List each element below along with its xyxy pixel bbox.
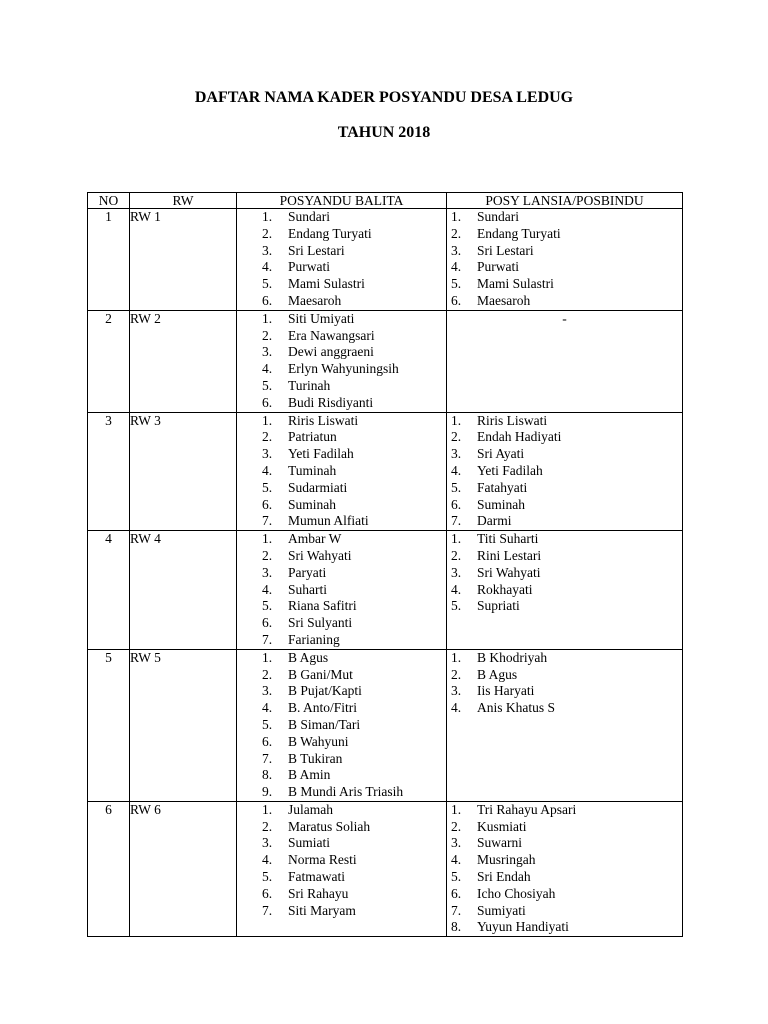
list-item [451,548,682,565]
list-item-number: 5. [262,598,273,614]
list-item-number: 7. [451,902,462,918]
list-item-name: Siti Umiyati [288,310,355,326]
list-item [451,209,682,226]
list-item-name: Tuminah [288,462,337,478]
list-item-name: Rokhayati [477,581,533,597]
list-item [262,717,446,734]
list-item-number: 2. [451,818,462,834]
list-item [262,565,446,582]
list-item [451,919,682,936]
list-item-name: Sudarmiati [288,479,348,495]
header-rw: RW [130,193,237,209]
list-item-number: 6. [262,885,273,901]
rw-label: RW 3 [130,412,237,531]
list-item-number: 2. [262,818,273,834]
list-item [262,734,446,751]
list-item-number: 6. [451,292,462,308]
posyandu-balita-cell [237,310,447,412]
list-item [451,243,682,260]
list-item-number: 4. [451,259,462,275]
list-item [262,598,446,615]
list-item [451,819,682,836]
list-item-number: 5. [262,479,273,495]
list-item-name: Anis Khatus S [477,700,556,716]
list-item-number: 3. [262,446,273,462]
list-item [262,209,446,226]
list-item-number: 4. [451,462,462,478]
list-item-name: B Tukiran [288,750,343,766]
list-item-number: 2. [451,547,462,563]
list-item [262,767,446,784]
list-item-number: 5. [451,276,462,292]
list-item [451,480,682,497]
list-item-name: B Khodriyah [477,649,548,665]
list-item-name: Riana Safitri [288,598,357,614]
list-item [451,582,682,599]
list-item [451,531,682,548]
posyandu-balita-cell-list [237,209,446,310]
posy-lansia-cell [447,412,683,531]
list-item-number: 2. [451,429,462,445]
list-item-name: Sri Endah [477,869,531,885]
list-item-name: Sundari [477,209,519,224]
list-item [451,683,682,700]
list-item-number: 1. [262,801,273,817]
list-item-name: Suminah [477,496,526,512]
posyandu-balita-cell [237,531,447,650]
posy-lansia-cell-list [447,650,682,717]
list-item [262,413,446,430]
list-item-number: 3. [451,683,462,699]
list-item-name: Darmi [477,513,512,529]
list-item-name: Sumiati [288,835,331,851]
list-item-number: 3. [451,446,462,462]
list-item-name: Paryati [288,564,327,580]
list-item [262,463,446,480]
list-item [451,446,682,463]
list-item [262,243,446,260]
list-item-name: Icho Chosiyah [477,885,556,901]
posyandu-balita-cell [237,649,447,801]
row-number: 6 [88,801,130,936]
list-item-number: 1. [262,310,273,326]
list-item-name: Sri Lestari [288,242,345,258]
list-item-name: B Pujat/Kapti [288,683,362,699]
table-row [88,209,683,311]
list-item-name: Erlyn Wahyuningsih [288,361,399,377]
list-item-name: Sri Lestari [477,242,534,258]
list-item-name: Mumun Alfiati [288,513,369,529]
row-number: 2 [88,310,130,412]
list-item-name: Suminah [288,496,337,512]
list-item-name: Musringah [477,852,536,868]
posyandu-balita-cell-list [237,311,446,412]
list-item-name: Fatahyati [477,479,528,495]
list-item [262,497,446,514]
list-item-name: Purwati [477,259,519,275]
list-item [262,378,446,395]
list-item-number: 5. [451,479,462,495]
list-item [451,903,682,920]
list-item-number: 7. [262,631,273,647]
list-item [262,429,446,446]
list-item [451,429,682,446]
posy-lansia-cell-list [447,209,682,310]
list-item-number: 5. [451,869,462,885]
list-item-number: 5. [262,716,273,732]
list-item-number: 6. [262,615,273,631]
list-item [262,311,446,328]
list-item [262,480,446,497]
list-item-name: Yeti Fadilah [288,446,354,462]
list-item-number: 1. [262,412,273,428]
list-item-number: 6. [262,733,273,749]
list-item [451,463,682,480]
list-item-number: 2. [262,327,273,343]
list-item-name: Endang Turyati [477,225,561,241]
list-item [451,513,682,530]
list-item-number: 3. [451,835,462,851]
header-row [88,193,683,209]
list-item-number: 4. [451,581,462,597]
list-item-number: 8. [262,767,273,783]
list-item-number: 4. [262,462,273,478]
kader-table [87,192,683,937]
list-item-name: Sumiyati [477,902,526,918]
list-item [262,395,446,412]
list-item-number: 1. [262,531,273,547]
list-item [451,226,682,243]
list-item-name: Titi Suharti [477,531,539,547]
list-item-number: 2. [262,225,273,241]
list-item-name: Turinah [288,377,331,393]
list-item-name: Sri Wahyati [288,547,352,563]
list-item-number: 4. [451,852,462,868]
list-item [451,802,682,819]
list-item-number: 7. [262,750,273,766]
posyandu-balita-cell [237,801,447,936]
row-number: 5 [88,649,130,801]
list-item-name: Ambar W [288,531,342,547]
list-item-number: 6. [451,496,462,512]
rw-label: RW 5 [130,649,237,801]
list-item [262,650,446,667]
list-item [451,700,682,717]
rw-label: RW 2 [130,310,237,412]
list-item [262,683,446,700]
list-item-number: 6. [451,885,462,901]
posy-lansia-cell [447,649,683,801]
list-item-name: Yuyun Handiyati [477,919,569,935]
list-item-number: 2. [262,547,273,563]
list-item [451,667,682,684]
list-item [262,531,446,548]
list-item-number: 3. [262,564,273,580]
list-item [262,513,446,530]
document-year: TAHUN 2018 [337,124,431,141]
posy-lansia-cell-list [447,413,682,531]
list-item-name: Endah Hadiyati [477,429,562,445]
list-item [262,259,446,276]
table-body [88,209,683,937]
list-item [262,835,446,852]
list-item [262,548,446,565]
list-item-number: 5. [262,276,273,292]
posyandu-balita-cell-list [237,802,446,920]
list-item [262,700,446,717]
list-item-number: 1. [262,209,273,224]
document-title: DAFTAR NAMA KADER POSYANDU DESA LEDUG [194,89,574,106]
list-item-name: B Gani/Mut [288,666,353,682]
list-item-name: Maesaroh [288,292,342,308]
list-item-number: 7. [262,902,273,918]
list-item-number: 3. [262,344,273,360]
posy-lansia-cell [447,801,683,936]
list-item [262,615,446,632]
list-item-name: Era Nawangsari [288,327,375,343]
list-item [451,869,682,886]
list-item-name: Endang Turyati [288,225,372,241]
list-item-name: B Agus [477,666,518,682]
list-item-name: Sri Ayati [477,446,525,462]
list-item [262,361,446,378]
list-item-number: 4. [262,852,273,868]
list-item-number: 2. [451,666,462,682]
list-item-number: 2. [262,429,273,445]
list-item-name: B Wahyuni [288,733,349,749]
list-item [451,259,682,276]
list-item-name: Sri Rahayu [288,885,349,901]
header-posyandu-balita: POSYANDU BALITA [237,193,447,209]
list-item-number: 9. [262,784,273,800]
list-item-number: 5. [262,377,273,393]
list-item-name: Patriatun [288,429,337,445]
list-item-name: B Siman/Tari [288,716,361,732]
list-item-name: Sri Sulyanti [288,615,353,631]
list-item [451,497,682,514]
posy-lansia-cell-list [447,531,682,615]
table-row [88,801,683,936]
list-item [262,632,446,649]
row-number: 4 [88,531,130,650]
list-item [262,802,446,819]
list-item [262,582,446,599]
list-item-number: 2. [451,225,462,241]
list-item-name: Yeti Fadilah [477,462,543,478]
list-item [451,886,682,903]
list-item [451,852,682,869]
list-item-number: 4. [262,259,273,275]
list-item-name: B Amin [288,767,331,783]
list-item-name: Mami Sulastri [288,276,365,292]
list-item [262,226,446,243]
list-item-name: Maesaroh [477,292,531,308]
list-item [262,852,446,869]
row-number: 3 [88,412,130,531]
table-row [88,310,683,412]
rw-label: RW 6 [130,801,237,936]
list-item-number: 4. [262,700,273,716]
posy-lansia-empty-cell: - [447,310,683,412]
list-item-name: Kusmiati [477,818,527,834]
list-item [451,565,682,582]
posyandu-balita-cell [237,209,447,311]
list-item [451,293,682,310]
table-row [88,531,683,650]
list-item [262,344,446,361]
posy-lansia-cell [447,209,683,311]
list-item [262,667,446,684]
list-item [262,751,446,768]
list-item [451,276,682,293]
posyandu-balita-cell [237,412,447,531]
list-item [451,835,682,852]
list-item-number: 1. [451,412,462,428]
list-item-number: 7. [262,513,273,529]
list-item-name: Supriati [477,598,520,614]
list-item-number: 5. [262,869,273,885]
list-item-number: 5. [451,598,462,614]
list-item-name: Sri Wahyati [477,564,541,580]
list-item-name: Norma Resti [288,852,357,868]
list-item [262,328,446,345]
list-item-name: Iis Haryati [477,683,535,699]
list-item-name: Sundari [288,209,330,224]
rw-label: RW 4 [130,531,237,650]
posy-lansia-cell-list [447,802,682,936]
list-item-number: 3. [262,242,273,258]
table-row [88,412,683,531]
posyandu-balita-cell-list [237,413,446,531]
rw-label: RW 1 [130,209,237,311]
list-item [262,784,446,801]
list-item [262,903,446,920]
list-item-name: Suharti [288,581,327,597]
posy-lansia-cell [447,531,683,650]
posyandu-balita-cell-list [237,531,446,649]
header-no: NO [88,193,130,209]
list-item-number: 1. [262,649,273,665]
list-item-name: Siti Maryam [288,902,356,918]
list-item-number: 4. [262,361,273,377]
list-item-name: Suwarni [477,835,522,851]
list-item-number: 8. [451,919,462,935]
list-item-number: 1. [451,801,462,817]
list-item-name: Julamah [288,801,333,817]
list-item-name: Farianing [288,631,340,647]
list-item-name: Fatmawati [288,869,345,885]
list-item [451,598,682,615]
list-item-number: 2. [262,666,273,682]
list-item-number: 7. [451,513,462,529]
list-item [451,650,682,667]
list-item-name: Mami Sulastri [477,276,554,292]
list-item-number: 6. [262,496,273,512]
list-item-number: 3. [262,683,273,699]
list-item-number: 4. [451,700,462,716]
list-item-number: 6. [262,394,273,410]
list-item-name: Purwati [288,259,330,275]
table-row [88,649,683,801]
list-item-number: 6. [262,292,273,308]
list-item-name: Rini Lestari [477,547,542,563]
list-item-name: B Agus [288,649,329,665]
list-item-number: 3. [262,835,273,851]
header-posy-lansia: POSY LANSIA/POSBINDU [447,193,683,209]
list-item-number: 1. [451,649,462,665]
list-item-name: Tri Rahayu Apsari [477,801,577,817]
list-item-name: Riris Liswati [288,412,359,428]
list-item [262,886,446,903]
row-number: 1 [88,209,130,311]
posyandu-balita-cell-list [237,650,446,801]
list-item [451,413,682,430]
list-item-number: 1. [451,209,462,224]
list-item-name: B Mundi Aris Triasih [288,784,404,800]
list-item [262,869,446,886]
list-item [262,276,446,293]
list-item [262,446,446,463]
list-item [262,819,446,836]
list-item-name: Budi Risdiyanti [288,394,374,410]
list-item-number: 3. [451,242,462,258]
list-item [262,293,446,310]
list-item-number: 1. [451,531,462,547]
list-item-number: 4. [262,581,273,597]
list-item-name: Riris Liswati [477,412,548,428]
list-item-name: Dewi anggraeni [288,344,374,360]
list-item-number: 3. [451,564,462,580]
list-item-name: B. Anto/Fitri [288,700,358,716]
list-item-name: Maratus Soliah [288,818,371,834]
